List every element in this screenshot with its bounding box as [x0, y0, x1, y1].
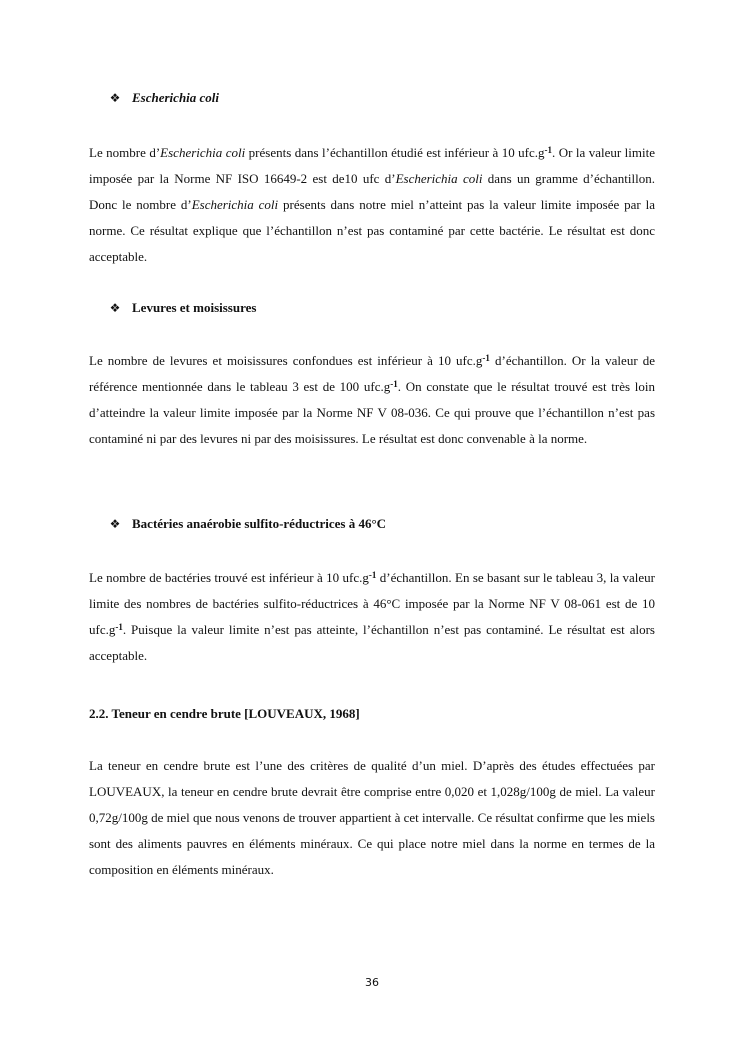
page-number: 36 [365, 976, 379, 989]
heading-text: Bactéries anaérobie sulfito-réductrices à 46°C [132, 516, 387, 531]
paragraph-levures-moisissures: Le nombre de levures et moisissures confondues est inférieur à 10 $ufc.g^{-1}$ d’échantillon. Or la valeur de référence mentionnée dans le tableau 3 est de 100 $ufc.g^{-1}$. On constate que le résultat trouvé est très loin d’atteindre la valeur limite imposée par la Norme NF V 08-036. Ce qui prouve que l’échantillon n’est pas contaminé ni par des levures ni par des moisissures. Le résultat est donc convenable à la norme. [89, 353, 655, 446]
heading-levures-moisissures [108, 300, 256, 316]
diamond-bullet-icon: ❖ [109, 517, 121, 531]
paragraph-escherichia-coli: Le nombre d’Escherichia coli présents dans l’échantillon étudié est inférieur à 10 $ufc.g^{-1}$. Or la valeur limite imposée par la Norme NF ISO 16649-2 est de10 ufc d’Escherichia coli dans un gramme d’échantillon. Donc le nombre d’Escherichia coli présents dans notre miel n’atteint pas la valeur limite imposée par la norme. Ce résultat explique que l’échantillon n’est pas contaminé par cette bactérie. Le résultat est donc acceptable. [89, 145, 655, 264]
heading-text: Levures et moisissures [132, 300, 257, 315]
section-heading-teneur-cendre: 2.2. Teneur en cendre brute [LOUVEAUX, 1968] [89, 706, 360, 721]
heading-bacteries-sulfito-reductrices [108, 516, 386, 532]
heading-text: Escherichia coli [132, 90, 220, 105]
paragraph-teneur-cendre: La teneur en cendre brute est l’une des critères de qualité d’un miel. D’après des études effectuées par LOUVEAUX, la teneur en cendre brute devrait être comprise entre 0,020 et 1,028g/100g de miel. La valeur 0,72g/100g de miel que nous venons de trouver appartient à cet intervalle. Ce résultat confirme que les miels sont des aliments pauvres en éléments minéraux. Ce qui place notre miel dans la norme en termes de la composition en éléments minéraux. [89, 758, 655, 877]
paragraph-bacteries: Le nombre de bactéries trouvé est inférieur à 10 $ufc.g^{-1}$ d’échantillon. En se basant sur le tableau 3, la valeur limite des nombres de bactéries sulfito-réductrices à 46°C imposée par la Norme NF V 08-061 est de 10 $ufc.g^{-1}$. Puisque la valeur limite n’est pas atteinte, l’échantillon n’est pas contaminé. Le résultat est alors acceptable. [89, 570, 656, 663]
heading-escherichia-coli [108, 90, 219, 106]
diamond-bullet-icon: ❖ [109, 301, 121, 315]
diamond-bullet-icon: ❖ [109, 91, 121, 105]
